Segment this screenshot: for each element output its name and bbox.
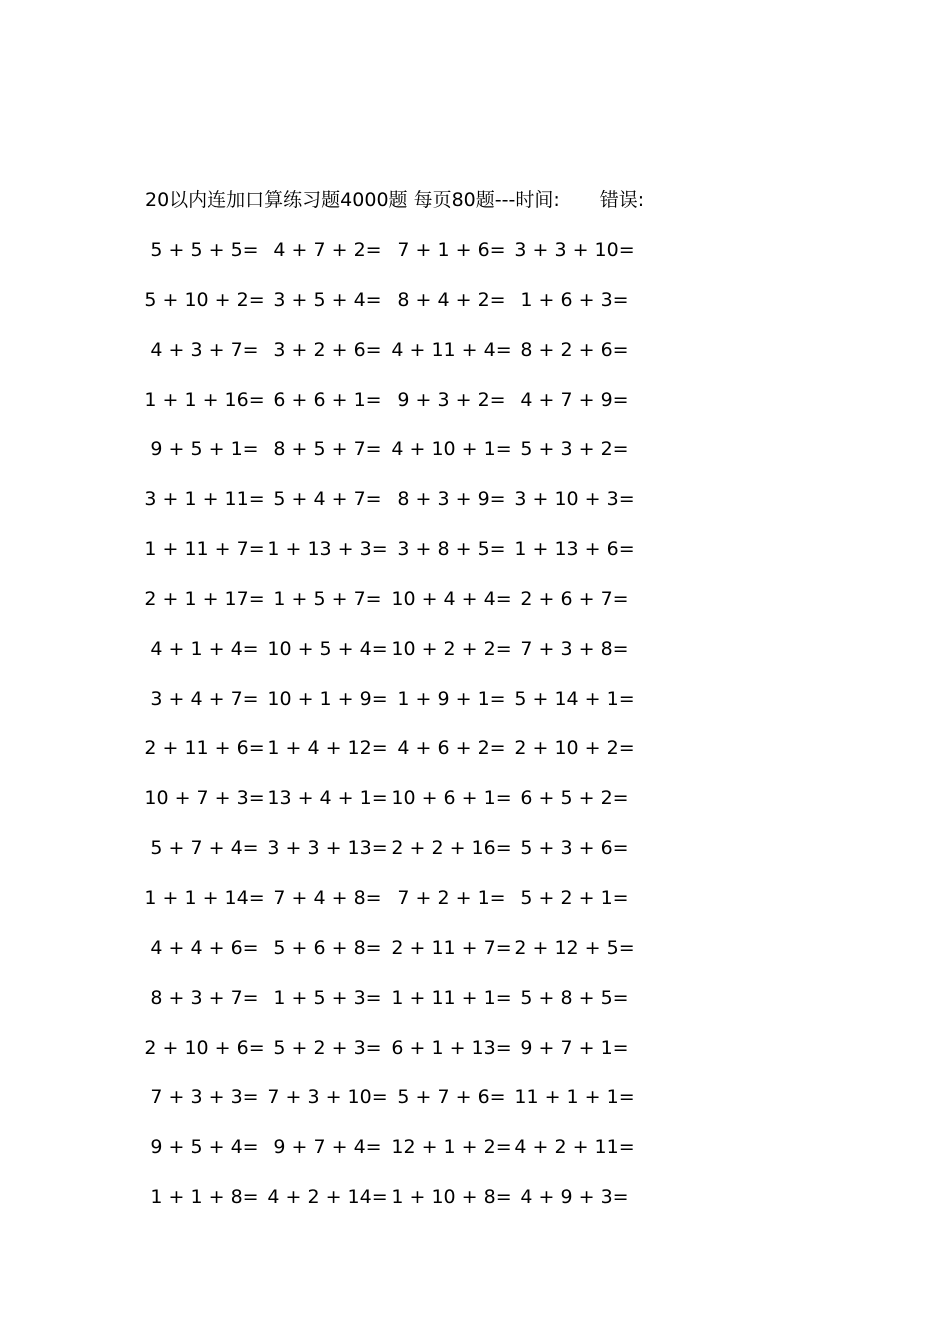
problem-item: 7 + 2 + 1=: [397, 886, 506, 909]
problem-item: 4 + 9 + 3=: [520, 1186, 629, 1209]
problem-item: 4 + 4 + 6=: [150, 936, 259, 959]
problem-item: 5 + 3 + 6=: [520, 837, 629, 860]
problem-row: [142, 585, 642, 635]
problem-item: 8 + 2 + 6=: [520, 338, 629, 361]
problem-item: 7 + 4 + 8=: [273, 886, 382, 909]
problem-item: 3 + 5 + 4=: [273, 288, 382, 311]
problem-item: 4 + 7 + 2=: [273, 239, 382, 261]
problem-item: 8 + 5 + 7=: [273, 438, 382, 461]
problem-row: [142, 1034, 642, 1084]
problem-item: 5 + 5 + 5=: [150, 239, 259, 261]
problem-item: 9 + 5 + 1=: [150, 438, 259, 461]
problem-item: 10 + 5 + 4=: [267, 637, 388, 660]
problem-item: 3 + 2 + 6=: [273, 338, 382, 361]
problem-item: 11 + 1 + 1=: [514, 1086, 635, 1109]
problem-item: 5 + 14 + 1=: [514, 687, 635, 710]
problem-item: 13 + 4 + 1=: [267, 787, 388, 810]
problem-row: [142, 834, 642, 884]
problem-item: 5 + 7 + 4=: [150, 837, 259, 860]
problem-row: [142, 934, 642, 984]
problem-item: 4 + 2 + 11=: [514, 1136, 635, 1159]
problem-item: 9 + 7 + 1=: [520, 1036, 629, 1059]
problem-item: 4 + 1 + 4=: [150, 637, 259, 660]
problem-item: 5 + 4 + 7=: [273, 488, 382, 511]
problem-item: 7 + 3 + 10=: [267, 1086, 388, 1109]
problem-item: 5 + 2 + 1=: [520, 886, 629, 909]
problem-item: 10 + 6 + 1=: [391, 787, 512, 810]
problem-item: 4 + 7 + 9=: [520, 388, 629, 411]
error-label: 错误:: [599, 189, 645, 211]
problem-item: 1 + 4 + 12=: [267, 737, 388, 760]
problem-row: [142, 336, 642, 386]
problem-row: [142, 535, 642, 585]
problem-item: 1 + 9 + 1=: [397, 687, 506, 710]
problem-item: 5 + 8 + 5=: [520, 986, 629, 1009]
problem-row: [142, 485, 642, 535]
problem-item: 1 + 5 + 3=: [273, 986, 382, 1009]
problem-item: 10 + 4 + 4=: [391, 587, 512, 610]
problem-item: 4 + 10 + 1=: [391, 438, 512, 461]
problem-item: 1 + 13 + 6=: [514, 538, 635, 561]
problem-item: 4 + 11 + 4=: [391, 338, 512, 361]
problem-item: 2 + 2 + 16=: [391, 837, 512, 860]
problem-item: 7 + 1 + 6=: [397, 239, 506, 261]
problem-row: [142, 236, 642, 286]
problem-grid: [142, 236, 642, 1233]
problem-row: [142, 1133, 642, 1183]
problem-item: 2 + 11 + 7=: [391, 936, 512, 959]
problem-item: 8 + 3 + 9=: [397, 488, 506, 511]
problem-item: 3 + 3 + 13=: [267, 837, 388, 860]
problem-item: 2 + 12 + 5=: [514, 936, 635, 959]
problem-item: 6 + 1 + 13=: [391, 1036, 512, 1059]
problem-item: 10 + 7 + 3=: [144, 787, 265, 810]
title-text: 20以内连加口算练习题4000题 每页80题---时间:: [145, 189, 560, 211]
problem-item: 4 + 2 + 14=: [267, 1186, 388, 1209]
problem-item: 1 + 1 + 8=: [150, 1186, 259, 1209]
problem-item: 5 + 2 + 3=: [273, 1036, 382, 1059]
problem-item: 2 + 10 + 6=: [144, 1036, 265, 1059]
problem-row: [142, 1183, 642, 1233]
problem-item: 1 + 6 + 3=: [520, 288, 629, 311]
problem-row: [142, 435, 642, 485]
problem-item: 8 + 4 + 2=: [397, 288, 506, 311]
problem-item: 3 + 1 + 11=: [144, 488, 265, 511]
problem-row: [142, 984, 642, 1034]
problem-item: 4 + 3 + 7=: [150, 338, 259, 361]
problem-row: [142, 884, 642, 934]
problem-row: [142, 734, 642, 784]
problem-item: 5 + 7 + 6=: [397, 1086, 506, 1109]
problem-row: [142, 635, 642, 685]
problem-item: 6 + 5 + 2=: [520, 787, 629, 810]
problem-item: 8 + 3 + 7=: [150, 986, 259, 1009]
problem-item: 9 + 3 + 2=: [397, 388, 506, 411]
problem-row: [142, 386, 642, 436]
problem-item: 1 + 1 + 16=: [144, 388, 265, 411]
problem-item: 2 + 1 + 17=: [144, 587, 265, 610]
problem-row: [142, 1083, 642, 1133]
problem-row: [142, 685, 642, 735]
problem-item: 12 + 1 + 2=: [391, 1136, 512, 1159]
worksheet-title: [145, 186, 644, 214]
problem-item: 1 + 1 + 14=: [144, 886, 265, 909]
problem-item: 1 + 13 + 3=: [267, 538, 388, 561]
problem-item: 1 + 11 + 7=: [144, 538, 265, 561]
problem-item: 4 + 6 + 2=: [397, 737, 506, 760]
problem-item: 10 + 2 + 2=: [391, 637, 512, 660]
problem-item: 2 + 11 + 6=: [144, 737, 265, 760]
problem-item: 3 + 3 + 10=: [514, 239, 635, 261]
problem-row: [142, 286, 642, 336]
problem-item: 6 + 6 + 1=: [273, 388, 382, 411]
problem-item: 7 + 3 + 3=: [150, 1086, 259, 1109]
problem-item: 9 + 7 + 4=: [273, 1136, 382, 1159]
problem-item: 3 + 4 + 7=: [150, 687, 259, 710]
problem-item: 9 + 5 + 4=: [150, 1136, 259, 1159]
problem-item: 7 + 3 + 8=: [520, 637, 629, 660]
problem-item: 5 + 3 + 2=: [520, 438, 629, 461]
problem-item: 1 + 11 + 1=: [391, 986, 512, 1009]
problem-item: 10 + 1 + 9=: [267, 687, 388, 710]
problem-item: 1 + 10 + 8=: [391, 1186, 512, 1209]
problem-item: 2 + 6 + 7=: [520, 587, 629, 610]
problem-item: 5 + 10 + 2=: [144, 288, 265, 311]
problem-item: 3 + 8 + 5=: [397, 538, 506, 561]
problem-row: [142, 784, 642, 834]
problem-item: 3 + 10 + 3=: [514, 488, 635, 511]
problem-item: 5 + 6 + 8=: [273, 936, 382, 959]
problem-item: 2 + 10 + 2=: [514, 737, 635, 760]
problem-item: 1 + 5 + 7=: [273, 587, 382, 610]
